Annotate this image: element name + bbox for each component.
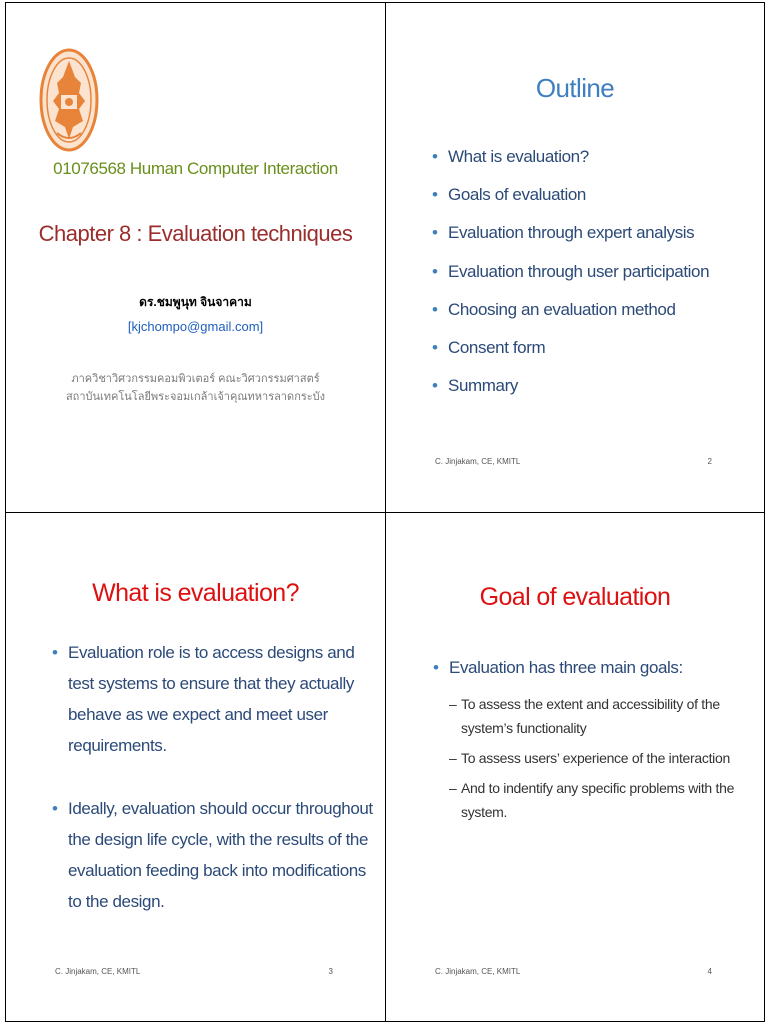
bullet-icon: • <box>432 299 438 319</box>
kmitl-emblem-icon <box>39 47 99 153</box>
outline-item: • Evaluation through expert analysis <box>432 221 762 259</box>
slide-title: What is evaluation? <box>92 579 299 607</box>
outline-item: • What is evaluation? <box>432 145 762 183</box>
page-number: 2 <box>707 457 712 466</box>
course-title: 01076568 Human Computer Interaction <box>53 159 338 178</box>
outline-item: • Summary <box>432 374 762 412</box>
outline-list <box>432 145 762 412</box>
dash-icon: – <box>449 750 457 766</box>
author-name: ดร.ชมพูนุท จินจาคาม <box>139 295 252 309</box>
slide-title: Goal of evaluation <box>479 583 671 611</box>
slide-4-goal-of-evaluation <box>385 512 765 1022</box>
bullet-icon: • <box>432 261 438 281</box>
sub-list-container <box>433 692 753 824</box>
bullet-item: • Evaluation has three main goals: <box>433 656 753 680</box>
bullet-icon: • <box>432 223 438 243</box>
bullet-icon: • <box>432 376 438 396</box>
slide-footer: C. Jinjakam, CE, KMITL <box>55 967 141 976</box>
sub-bullet-item: – To assess users’ experience of the interaction <box>449 746 753 770</box>
bullet-icon: • <box>432 147 438 166</box>
outline-item: • Choosing an evaluation method <box>432 298 762 336</box>
dash-icon: – <box>449 696 457 712</box>
bullet-icon: • <box>433 658 439 677</box>
outline-item: • Evaluation through user participation <box>432 260 762 298</box>
dash-icon: – <box>449 780 457 796</box>
author-email: [kjchompo@gmail.com] <box>127 319 264 334</box>
sub-bullet-item: – And to indentify any specific problems with the system. <box>449 776 753 824</box>
slide-footer: C. Jinjakam, CE, KMITL <box>435 457 521 466</box>
bullet-icon: • <box>432 185 438 205</box>
bullet-icon: • <box>52 799 58 818</box>
bullet-list <box>52 637 382 949</box>
bullet-icon: • <box>432 337 438 357</box>
page-number: 4 <box>707 967 712 976</box>
bullet-item: • Evaluation role is to access designs and test systems to ensure that they actually behave as we expect and meet user requirements. <box>52 637 382 761</box>
slide-1-title <box>5 2 386 513</box>
chapter-title: Chapter 8 : Evaluation techniques <box>38 221 353 246</box>
outline-item: • Goals of evaluation <box>432 183 762 221</box>
bullet-icon: • <box>52 643 58 662</box>
bullet-item: • Ideally, evaluation should occur throughout the design life cycle, with the results of the evaluation feeding back into modifications to the design. <box>52 793 382 917</box>
sub-bullet-list <box>449 692 753 824</box>
page-number: 3 <box>328 967 333 976</box>
slide-3-what-is-evaluation <box>5 512 386 1022</box>
sub-bullet-item: – To assess the extent and accessibility of the system’s functionality <box>449 692 753 740</box>
outline-item: • Consent form <box>432 336 762 374</box>
slide-title: Outline <box>535 73 615 103</box>
slide-footer: C. Jinjakam, CE, KMITL <box>435 967 521 976</box>
department-line-2: สถาบันเทคโนโลยีพระจอมเกล้าเจ้าคุณทหารลาดกระบัง <box>65 391 326 403</box>
slide-2-outline <box>385 2 765 513</box>
department-line-1: ภาควิชาวิศวกรรมคอมพิวเตอร์ คณะวิศวกรรมศาสตร์ <box>71 373 320 385</box>
bullet-list <box>433 656 753 830</box>
